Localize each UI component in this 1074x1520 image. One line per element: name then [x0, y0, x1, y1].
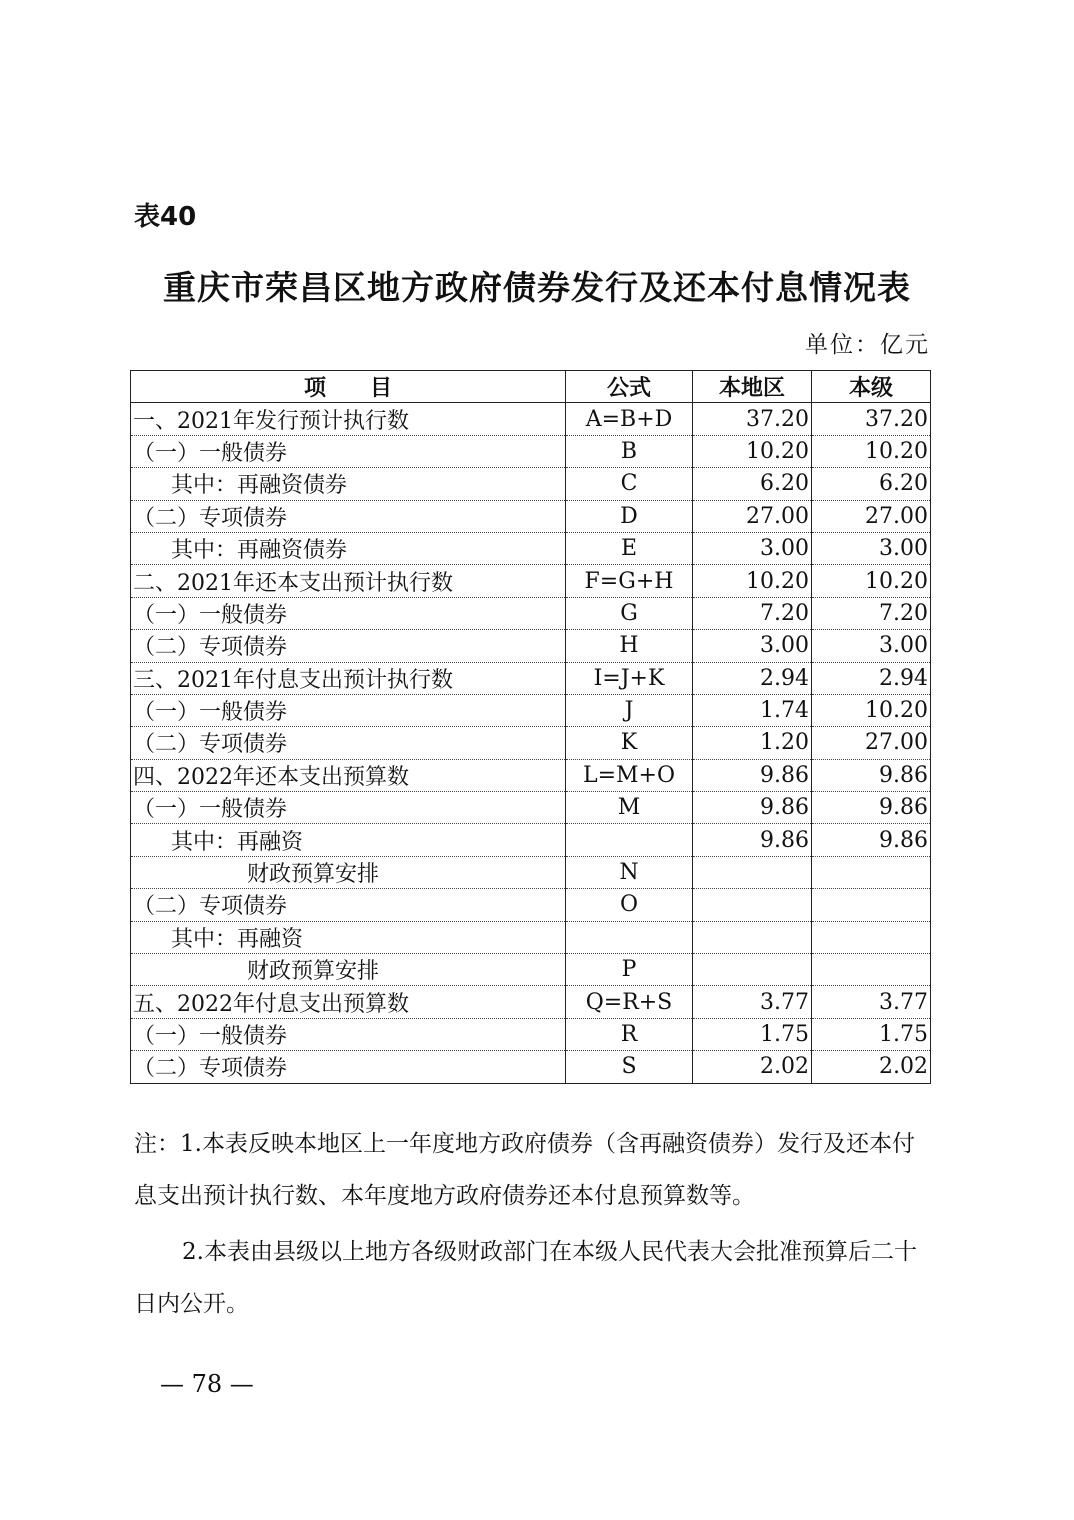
table-row [131, 662, 931, 694]
cell-region: 9.86 [693, 792, 812, 824]
cell-item: （二）专项债券 [131, 1051, 566, 1083]
cell-region: 9.86 [693, 759, 812, 791]
table-row [131, 403, 931, 435]
table-header-row [131, 371, 931, 403]
table-row [131, 856, 931, 888]
cell-region: 2.02 [693, 1051, 812, 1083]
cell-formula [566, 921, 693, 953]
cell-formula: J [566, 694, 693, 726]
table-row [131, 824, 931, 856]
unit-label: 单位：亿元 [805, 332, 930, 358]
note-2 [134, 1226, 934, 1330]
note-2-text: 2.本表由县级以上地方各级财政部门在本级人民代表大会批准预算后二十日内公开。 [134, 1239, 917, 1317]
table-row [131, 500, 931, 532]
cell-formula: S [566, 1051, 693, 1083]
cell-item: （二）专项债券 [131, 500, 566, 532]
cell-item: 其中：再融资 [131, 824, 566, 856]
cell-level: 9.86 [812, 759, 931, 791]
cell-formula: M [566, 792, 693, 824]
table-row [131, 889, 931, 921]
cell-level: 6.20 [812, 468, 931, 500]
page-title: 重庆市荣昌区地方政府债券发行及还本付息情况表 [163, 268, 911, 307]
cell-item: （二）专项债券 [131, 630, 566, 662]
cell-item: 财政预算安排 [131, 856, 566, 888]
cell-formula: C [566, 468, 693, 500]
table-row [131, 921, 931, 953]
cell-formula: G [566, 597, 693, 629]
debt-table [130, 370, 931, 1084]
cell-region: 7.20 [693, 597, 812, 629]
cell-formula [566, 824, 693, 856]
table-row [131, 597, 931, 629]
cell-region: 3.77 [693, 986, 812, 1018]
table-row [131, 630, 931, 662]
cell-item: 一、2021年发行预计执行数 [131, 403, 566, 435]
cell-region [693, 856, 812, 888]
cell-formula: N [566, 856, 693, 888]
cell-formula: O [566, 889, 693, 921]
cell-formula: A=B+D [566, 403, 693, 435]
cell-formula: E [566, 532, 693, 564]
cell-region [693, 921, 812, 953]
cell-level: 10.20 [812, 694, 931, 726]
cell-level: 3.00 [812, 630, 931, 662]
page-number: — 78 — [160, 1370, 254, 1398]
cell-item: （一）一般债券 [131, 1018, 566, 1050]
cell-region: 2.94 [693, 662, 812, 694]
table-row [131, 468, 931, 500]
cell-item: （一）一般债券 [131, 792, 566, 824]
cell-level: 27.00 [812, 500, 931, 532]
table-row [131, 565, 931, 597]
cell-level: 3.00 [812, 532, 931, 564]
table-row [131, 694, 931, 726]
cell-region: 27.00 [693, 500, 812, 532]
cell-level: 9.86 [812, 824, 931, 856]
cell-level: 10.20 [812, 565, 931, 597]
cell-item: 财政预算安排 [131, 954, 566, 986]
cell-region [693, 889, 812, 921]
table-row [131, 759, 931, 791]
table-row [131, 1018, 931, 1050]
cell-level: 10.20 [812, 435, 931, 467]
cell-item: （一）一般债券 [131, 694, 566, 726]
header-item: 项 目 [131, 371, 566, 403]
cell-region: 1.20 [693, 727, 812, 759]
table-row [131, 435, 931, 467]
cell-formula: Q=R+S [566, 986, 693, 1018]
header-level: 本级 [812, 371, 931, 403]
cell-formula: B [566, 435, 693, 467]
cell-region: 6.20 [693, 468, 812, 500]
cell-formula: H [566, 630, 693, 662]
table-row [131, 532, 931, 564]
cell-level [812, 921, 931, 953]
cell-level: 7.20 [812, 597, 931, 629]
table-row [131, 954, 931, 986]
cell-level [812, 954, 931, 986]
cell-formula: K [566, 727, 693, 759]
cell-level [812, 856, 931, 888]
cell-item: （一）一般债券 [131, 597, 566, 629]
cell-region: 1.74 [693, 694, 812, 726]
cell-region: 10.20 [693, 565, 812, 597]
cell-item: （二）专项债券 [131, 727, 566, 759]
cell-item: 五、2022年付息支出预算数 [131, 986, 566, 1018]
cell-formula: I=J+K [566, 662, 693, 694]
cell-region: 3.00 [693, 532, 812, 564]
table-row [131, 1051, 931, 1083]
cell-region: 1.75 [693, 1018, 812, 1050]
cell-region: 9.86 [693, 824, 812, 856]
cell-item: （一）一般债券 [131, 435, 566, 467]
cell-level [812, 889, 931, 921]
cell-level: 1.75 [812, 1018, 931, 1050]
header-formula: 公式 [566, 371, 693, 403]
cell-region [693, 954, 812, 986]
cell-item: 三、2021年付息支出预计执行数 [131, 662, 566, 694]
table-label: 表40 [134, 202, 197, 232]
cell-item: 二、2021年还本支出预计执行数 [131, 565, 566, 597]
cell-region: 3.00 [693, 630, 812, 662]
note-1: 注：1.本表反映本地区上一年度地方政府债券（含再融资债券）发行及还本付息支出预计执行数、本年度地方政府债券还本付息预算数等。 [134, 1131, 915, 1209]
cell-level: 27.00 [812, 727, 931, 759]
table-row [131, 986, 931, 1018]
cell-formula: D [566, 500, 693, 532]
cell-item: 其中：再融资债券 [131, 532, 566, 564]
cell-item: 四、2022年还本支出预算数 [131, 759, 566, 791]
cell-region: 10.20 [693, 435, 812, 467]
cell-formula: F=G+H [566, 565, 693, 597]
cell-item: 其中：再融资 [131, 921, 566, 953]
cell-item: 其中：再融资债券 [131, 468, 566, 500]
cell-level: 9.86 [812, 792, 931, 824]
cell-level: 3.77 [812, 986, 931, 1018]
table-row [131, 792, 931, 824]
cell-level: 37.20 [812, 403, 931, 435]
cell-formula: L=M+O [566, 759, 693, 791]
cell-item: （二）专项债券 [131, 889, 566, 921]
header-region: 本地区 [693, 371, 812, 403]
cell-level: 2.02 [812, 1051, 931, 1083]
cell-formula: P [566, 954, 693, 986]
cell-level: 2.94 [812, 662, 931, 694]
cell-formula: R [566, 1018, 693, 1050]
table-row [131, 727, 931, 759]
cell-region: 37.20 [693, 403, 812, 435]
